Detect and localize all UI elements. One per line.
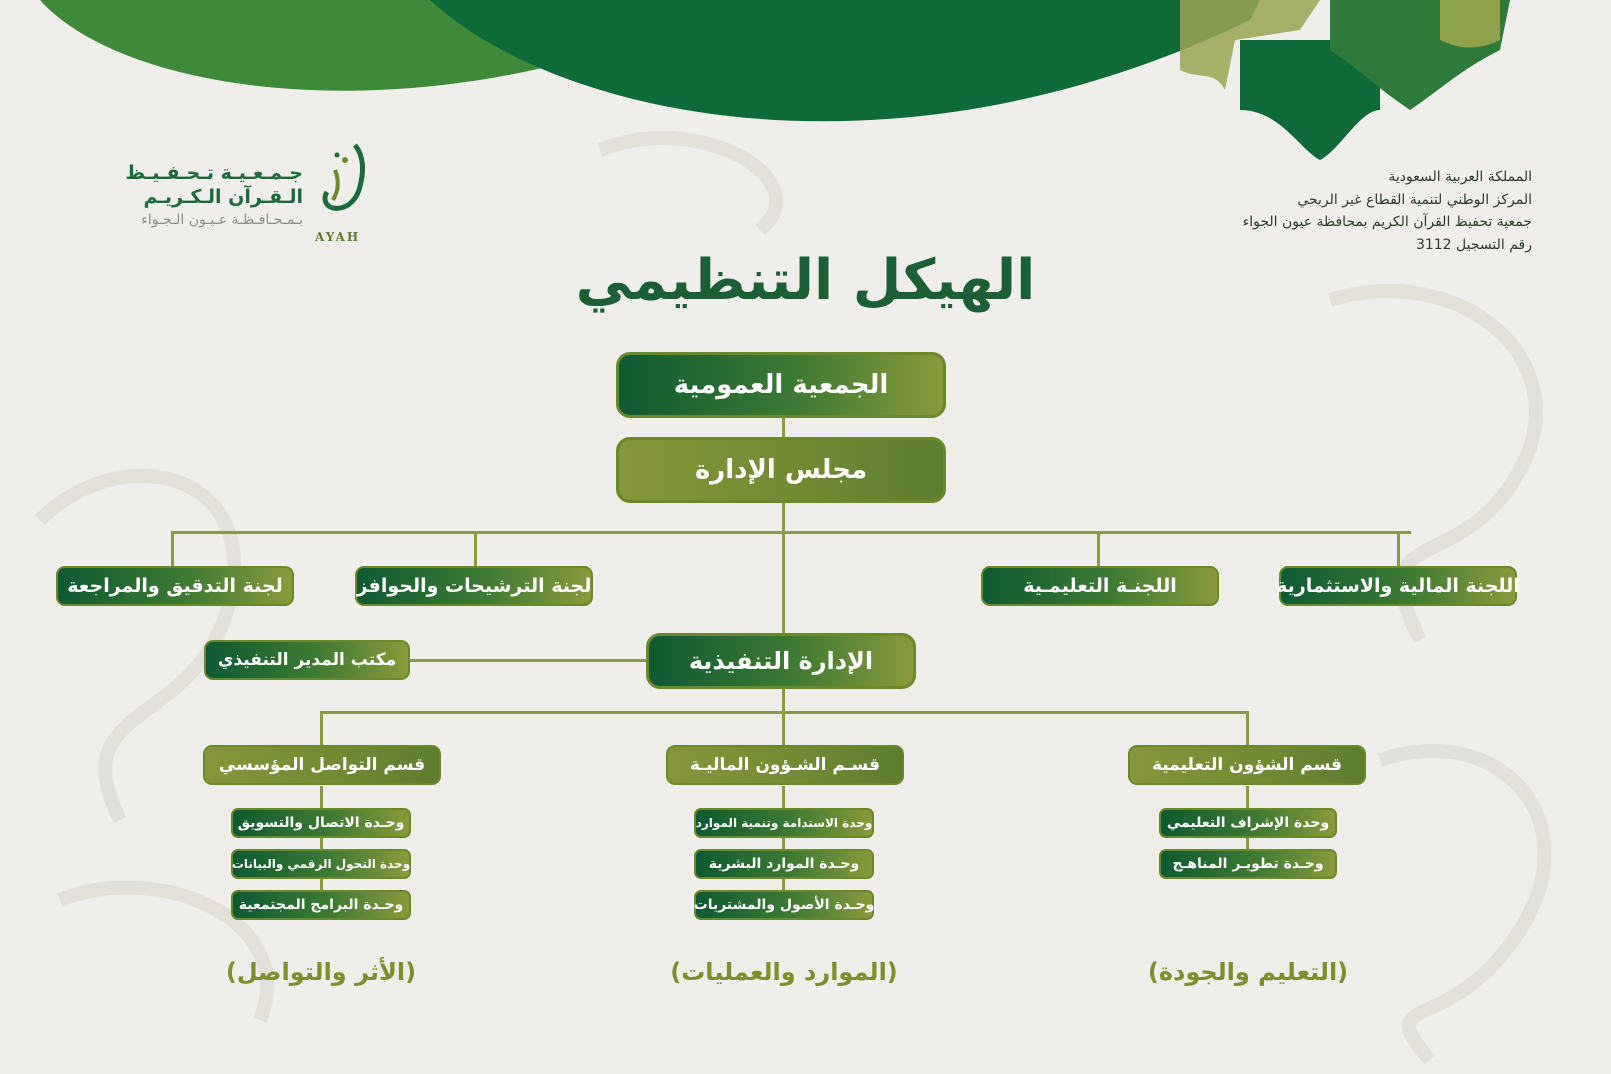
logo-brand: AYAH	[315, 230, 361, 244]
center-line: المركز الوطني لتنمية القطاع غير الربحي	[1297, 191, 1532, 208]
general-assembly-box: الجمعية العمومية	[616, 352, 946, 418]
executive-box: الإدارة التنفيذية	[646, 633, 916, 689]
education-committee-box: اللجنـة التعليمـية	[981, 566, 1219, 606]
connector	[1246, 711, 1249, 747]
communication-department-box: قسم التواصل المؤسسي	[203, 745, 441, 785]
connector	[474, 531, 477, 569]
education-department-box: قسم الشؤون التعليمية	[1128, 745, 1366, 785]
connector	[1097, 531, 1100, 569]
registration-line: رقم التسجيل 3112	[1415, 236, 1532, 253]
connector	[171, 531, 1411, 534]
finance-unit-3: وحـدة الأصول والمشتريات	[694, 890, 874, 920]
communication-footer: (الأثر والتواصل)	[225, 958, 417, 986]
connector	[409, 659, 649, 662]
association-line: جمعية تحفيظ القرآن الكريم بمحافظة عيون الجواء	[1242, 214, 1532, 230]
finance-department-box: قسـم الشـؤون الماليـة	[666, 745, 904, 785]
education-unit-2: وحـدة تطويـر المناهـج	[1159, 849, 1337, 879]
board-box: مجلس الإدارة	[616, 437, 946, 503]
finance-footer: (الموارد والعمليات)	[670, 958, 898, 986]
header-info	[1243, 166, 1532, 256]
connector	[782, 711, 785, 747]
logo-line-1: جـمـعـيـة تـحـفـيـظ	[125, 162, 303, 184]
connector	[320, 711, 323, 747]
logo	[105, 140, 375, 250]
communication-unit-3: وحـدة البرامج المجتمعية	[231, 890, 411, 920]
audit-committee-box: لجنة التدقيق والمراجعة	[56, 566, 294, 606]
page-title: الهيكل التنظيمي	[575, 248, 1036, 313]
country-line: المملكة العربية السعودية	[1388, 169, 1532, 185]
education-unit-1: وحدة الإشراف التعليمي	[1159, 808, 1337, 838]
education-footer: (التعليم والجودة)	[1147, 958, 1349, 986]
finance-committee-box: اللجنة المالية والاستثمارية	[1279, 566, 1517, 606]
exec-office-box: مكتب المدير التنفيذي	[204, 640, 410, 680]
connector	[1397, 531, 1400, 569]
communication-unit-1: وحـدة الاتصال والتسويق	[231, 808, 411, 838]
top-arc-dark	[430, 0, 1260, 121]
nominations-committee-box: لجنة الترشيحات والحوافز	[355, 566, 593, 606]
communication-unit-2: وحدة التحول الرقمي والبيانات	[231, 849, 411, 879]
logo-line-3: بـمـحـافـظـة عـيـون الـجـواء	[141, 212, 303, 228]
logo-line-2: الـقـرآن الـكـريـم	[143, 186, 303, 208]
finance-unit-2: وحـدة الموارد البشرية	[694, 849, 874, 879]
ayah-logo-icon	[315, 140, 375, 220]
connector	[171, 531, 174, 569]
finance-unit-1: وحدة الاستدامة وتنمية الموارد	[694, 808, 874, 838]
